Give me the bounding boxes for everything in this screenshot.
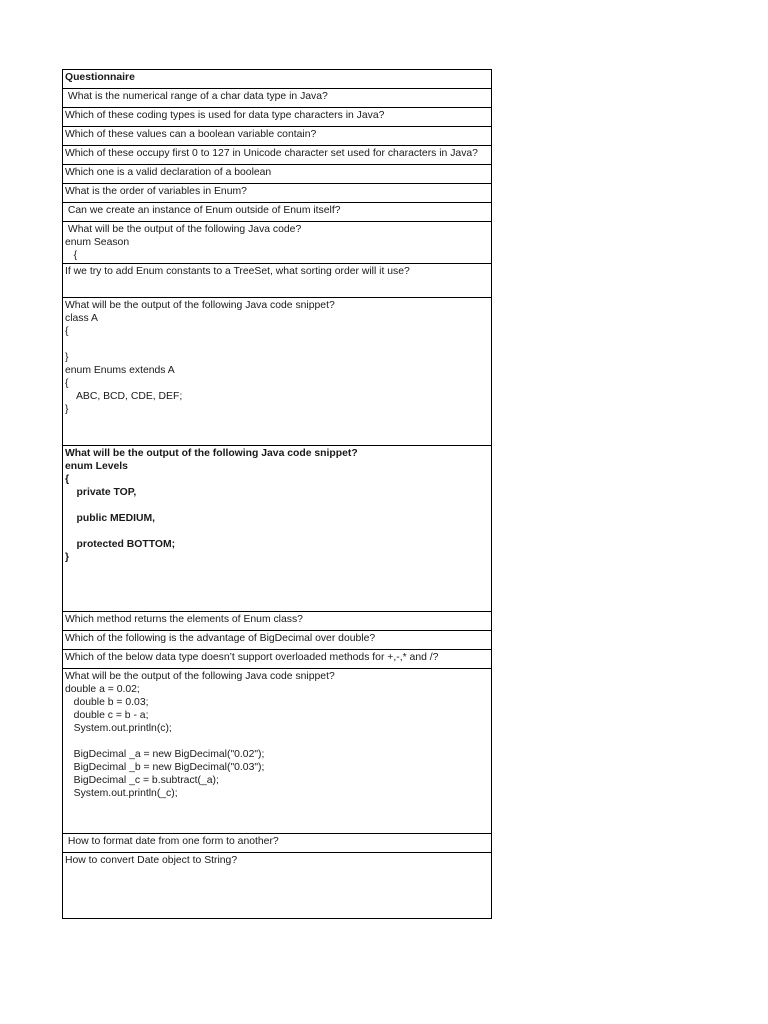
question-line: If we try to add Enum constants to a TreeSet, what sorting order will it use? bbox=[65, 266, 410, 277]
question-line: enum Season bbox=[65, 237, 130, 248]
question-line: Can we create an instance of Enum outside of Enum itself? bbox=[65, 205, 341, 216]
question-line: double b = 0.03; bbox=[65, 697, 149, 708]
question-cell[interactable] bbox=[63, 853, 491, 919]
question-cell[interactable] bbox=[63, 834, 491, 853]
question-line: } bbox=[65, 352, 69, 363]
question-line: enum Levels bbox=[65, 461, 128, 472]
question-cell[interactable] bbox=[63, 203, 491, 222]
question-line: private TOP, bbox=[65, 487, 137, 498]
question-line: What is the order of variables in Enum? bbox=[65, 186, 247, 197]
question-cell[interactable] bbox=[63, 446, 491, 612]
question-line: What will be the output of the following Java code snippet? bbox=[65, 448, 358, 459]
question-cell[interactable] bbox=[63, 108, 491, 127]
question-line: double c = b - a; bbox=[65, 710, 149, 721]
question-line: Which method returns the elements of Enum class? bbox=[65, 614, 303, 625]
question-line: Which of these occupy first 0 to 127 in Unicode character set used for characters in Java? bbox=[65, 148, 478, 159]
question-line bbox=[65, 499, 489, 512]
question-line: Which one is a valid declaration of a boolean bbox=[65, 167, 272, 178]
question-line: System.out.println(_c); bbox=[65, 788, 178, 799]
question-line: Which of these coding types is used for data type characters in Java? bbox=[65, 110, 385, 121]
question-cell[interactable] bbox=[63, 298, 491, 446]
question-line: public MEDIUM, bbox=[65, 513, 156, 524]
question-line: How to format date from one form to another? bbox=[65, 836, 279, 847]
question-line: ABC, BCD, CDE, DEF; bbox=[65, 391, 183, 402]
question-line: Which of the following is the advantage of BigDecimal over double? bbox=[65, 633, 376, 644]
question-cell[interactable] bbox=[63, 165, 491, 184]
question-line: double a = 0.02; bbox=[65, 684, 140, 695]
question-cell[interactable] bbox=[63, 612, 491, 631]
question-line: What will be the output of the following Java code snippet? bbox=[65, 671, 335, 682]
question-line: BigDecimal _c = b.subtract(_a); bbox=[65, 775, 219, 786]
question-line: BigDecimal _a = new BigDecimal("0.02"); bbox=[65, 749, 265, 760]
question-cell[interactable] bbox=[63, 669, 491, 834]
question-line: { bbox=[65, 378, 69, 389]
question-cell[interactable] bbox=[63, 631, 491, 650]
question-line: What is the numerical range of a char data type in Java? bbox=[65, 91, 328, 102]
question-cell[interactable] bbox=[63, 146, 491, 165]
question-cell[interactable] bbox=[63, 650, 491, 669]
question-line: { bbox=[65, 474, 70, 485]
question-cell[interactable] bbox=[63, 184, 491, 203]
question-line: Which of these values can a boolean variable contain? bbox=[65, 129, 317, 140]
question-line bbox=[65, 525, 489, 538]
question-line: { bbox=[65, 250, 78, 261]
question-line bbox=[65, 338, 489, 351]
question-line: { bbox=[65, 326, 69, 337]
question-line: BigDecimal _b = new BigDecimal("0.03"); bbox=[65, 762, 265, 773]
questionnaire-table bbox=[62, 69, 492, 919]
question-line: enum Enums extends A bbox=[65, 365, 175, 376]
question-line: class A bbox=[65, 313, 98, 324]
question-line bbox=[65, 735, 489, 748]
question-cell[interactable] bbox=[63, 127, 491, 146]
question-line: How to convert Date object to String? bbox=[65, 855, 238, 866]
question-line: protected BOTTOM; bbox=[65, 539, 176, 550]
question-line: } bbox=[65, 404, 69, 415]
question-line: What will be the output of the following Java code snippet? bbox=[65, 300, 335, 311]
question-cell[interactable] bbox=[63, 222, 491, 264]
question-line: } bbox=[65, 552, 70, 563]
header-cell[interactable]: Questionnaire bbox=[63, 70, 491, 89]
question-cell[interactable] bbox=[63, 89, 491, 108]
question-line: System.out.println(c); bbox=[65, 723, 172, 734]
question-cell[interactable] bbox=[63, 264, 491, 298]
question-line: Which of the below data type doesn’t support overloaded methods for +,-,* and /? bbox=[65, 652, 439, 663]
question-line: What will be the output of the following Java code? bbox=[65, 224, 302, 235]
